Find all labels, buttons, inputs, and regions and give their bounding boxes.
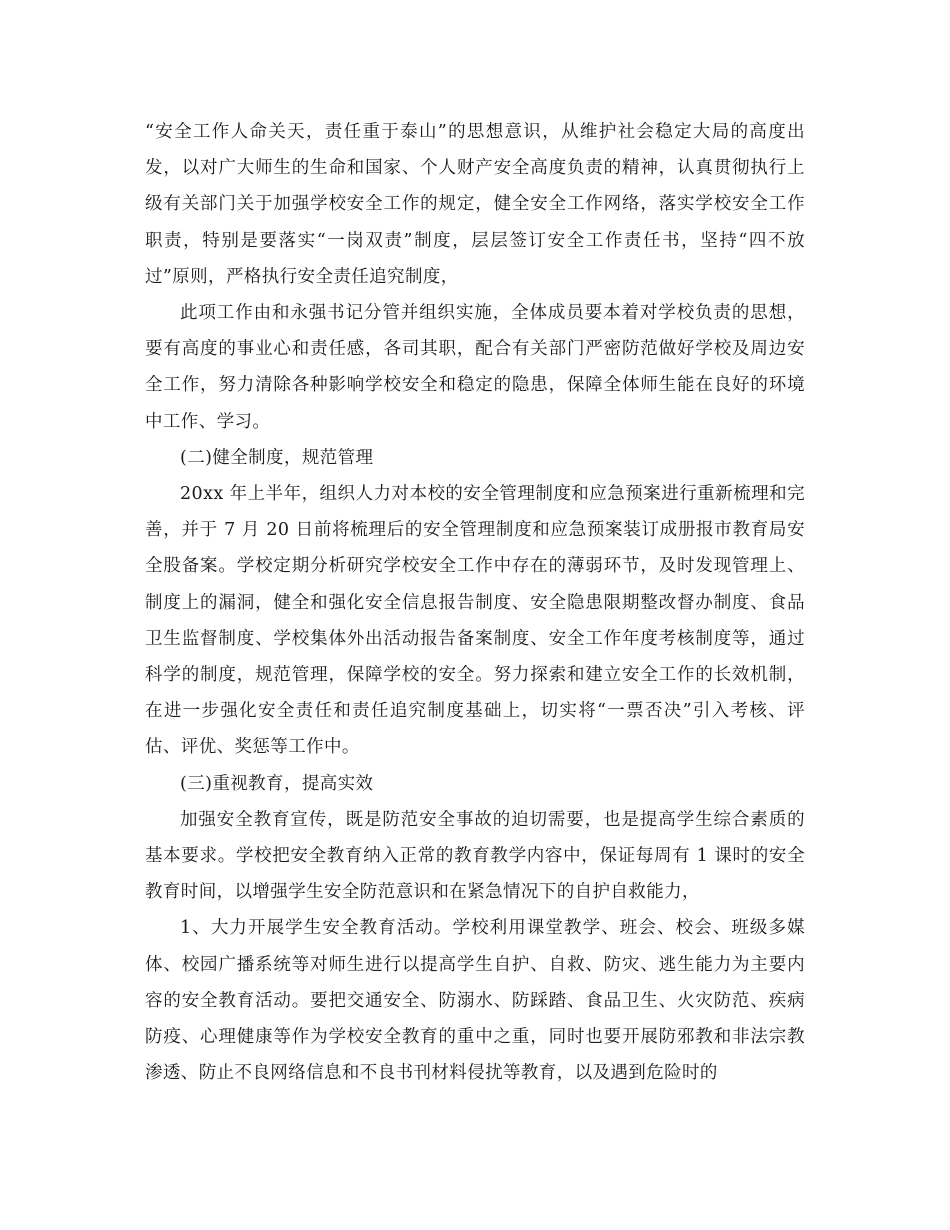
section-heading-education: (三)重视教育，提高实效 (180, 773, 374, 794)
document-body (145, 114, 805, 1091)
paragraph-continuation: “安全工作人命关天，责任重于泰山”的思想意识，从维护社会稳定大局的高度出发，以对广大师生的生命和国家、个人财产安全高度负责的精神，认真贯彻执行上级有关部门关于加强学校安全工作的规定，健全安全工作网络，落实学校安全工作职责，特别是要落实“一岗双责”制度，层层签订安全工作责任书，坚持“四不放过”原则，严格执行安全责任追究制度， (145, 122, 805, 287)
paragraph-activities: 1、大力开展学生安全教育活动。学校利用课堂教学、班会、校会、班级多媒体、校园广播系统等对师生进行以提高学生自护、自救、防灾、逃生能力为主要内容的安全教育活动。要把交通安全、防溺水、防踩踏、食品卫生、火灾防范、疾病防疫、心理健康等作为学校安全教育的重中之重，同时也要开展防邪教和非法宗教渗透、防止不良网络信息和不良书刊材料侵扰等教育，以及遇到危险时的 (145, 918, 805, 1084)
paragraph-responsibility: 此项工作由和永强书记分管并组织实施，全体成员要本着对学校负责的思想，要有高度的事业心和责任感，各司其职，配合有关部门严密防范做好学校及周边安全工作，努力清除各种影响学校安全和稳定的隐患，保障全体师生能在良好的环境中工作、学习。 (145, 303, 805, 432)
section-heading-system: (二)健全制度，规范管理 (180, 447, 374, 468)
paragraph-system: 20xx 年上半年，组织人力对本校的安全管理制度和应急预案进行重新梳理和完善，并于 7 月 20 日前将梳理后的安全管理制度和应急预案装订成册报市教育局安全股备案。学校定期分析研究学校安全工作中存在的薄弱环节，及时发现管理上、制度上的漏洞，健全和强化安全信息报告制度、安全隐患限期整改督办制度、食品卫生监督制度、学校集体外出活动报告备案制度、安全工作年度考核制度等，通过科学的制度，规范管理，保障学校的安全。努力探索和建立安全工作的长效机制，在进一步强化安全责任和责任追究制度基础上，切实将“一票否决”引入考核、评估、评优、奖惩等工作中。 (145, 484, 805, 758)
paragraph-education: 加强安全教育宣传，既是防范安全事故的迫切需要，也是提高学生综合素质的基本要求。学校把安全教育纳入正常的教育教学内容中，保证每周有 1 课时的安全教育时间，以增强学生安全防范意识和在紧急情况下的自护自救能力， (145, 809, 805, 903)
